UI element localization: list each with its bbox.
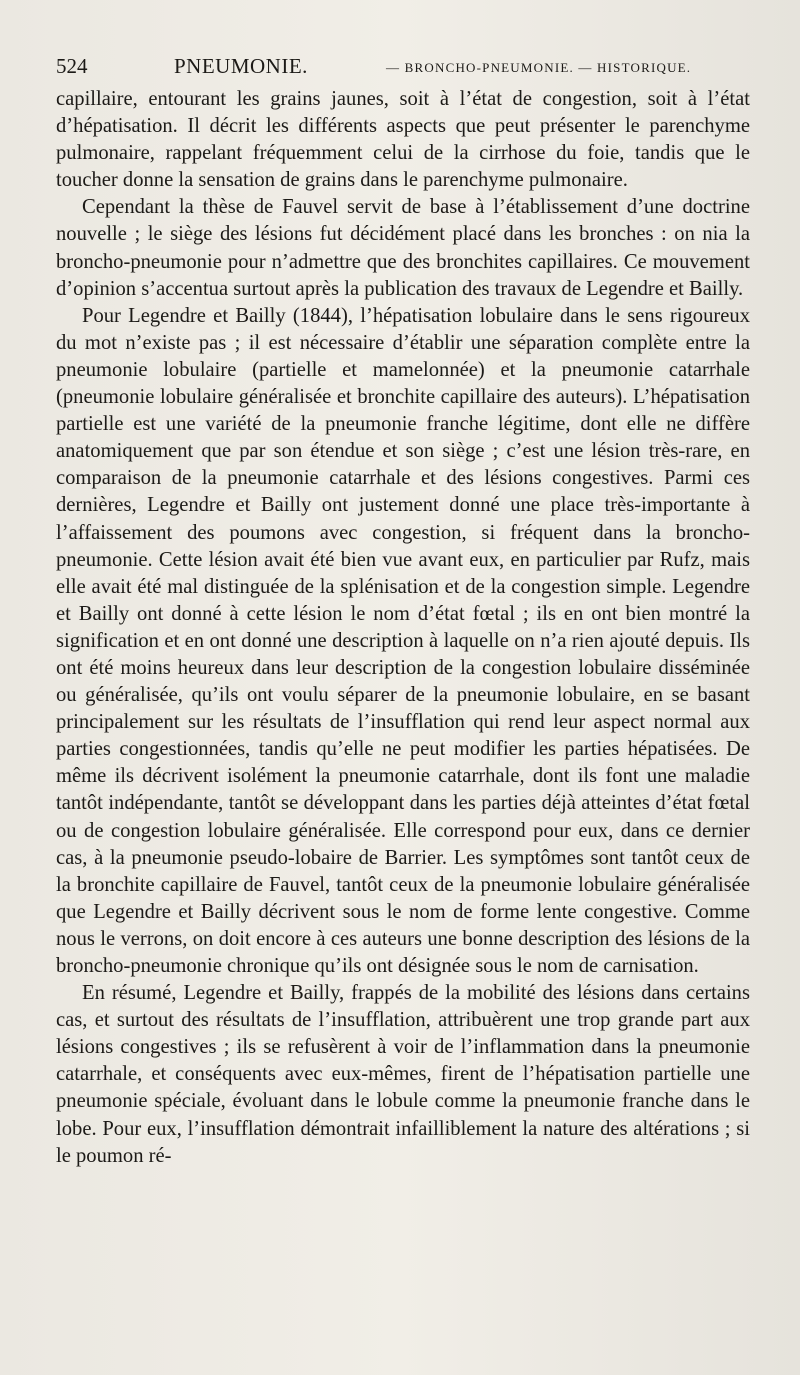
body-text <box>56 86 750 1170</box>
paragraph-2: Cependant la thèse de Fauvel servit de base à l’établissement d’une doctrine nouvelle ; le siège des lésions fut décidément placé dans les bronches : on nia la broncho-pneumonie pour n’admettre que des bronchites capillaires. Ce mouvement d’opinion s’accentua surtout après la publication des travaux de Legendre et Bailly. <box>56 196 750 300</box>
paragraph-1: capillaire, entourant les grains jaunes, soit à l’état de congestion, soit à l’état d’hépatisation. Il décrit les différents aspects que peut présenter le parenchyme pulmonaire, rappelant fréquemment celui de la cirrhose du foie, tandis que le toucher donne la sensation de grains dans le parenchyme pulmonaire. <box>56 88 750 192</box>
paragraph-4: En résumé, Legendre et Bailly, frappés de la mobilité des lésions dans certains cas, et surtout des résultats de l’insufflation, attribuèrent une trop grande part aux lésions congestives ; ils se refusèrent à voir de l’inflammation dans la pneumonie catarrhale, et conséquents avec eux-mêmes, firent de l’hépatisation partielle une pneumonie spéciale, évoluant dans le lobule comme la pneumonie franche dans le lobe. Pour eux, l’insufflation démontrait infailliblement la nature des altérations ; si le poumon ré- <box>56 982 750 1167</box>
paragraph-3: Pour Legendre et Bailly (1844), l’hépatisation lobulaire dans le sens rigoureux du mot n’existe pas ; il est nécessaire d’établir une séparation complète entre la pneumonie lobulaire (partielle et mamelonnée) et la pneumonie catarrhale (pneumonie lobulaire généralisée et bronchite capillaire des auteurs). L’hépatisation partielle est une variété de la pneumonie franche légitime, dont elle ne diffère anatomiquement que par son étendue et son siège ; c’est une lésion très-rare, en comparaison de la pneumonie catarrhale et des lésions congestives. Parmi ces dernières, Legendre et Bailly ont justement donné une place très-importante à l’affaissement des poumons avec congestion, si fréquent dans la broncho-pneumonie. Cette lésion avait été bien vue avant eux, en particulier par Rufz, mais elle avait été mal distinguée de la splénisation et de la congestion simple. Legendre et Bailly ont donné à cette lésion le nom d’état fœtal ; ils en ont bien montré la signification et en ont donné une description à laquelle on n’a rien ajouté depuis. Ils ont été moins heureux dans leur description de la congestion lobulaire disséminée ou généralisée, qu’ils ont voulu séparer de la pneumonie lobulaire, en se basant principalement sur les résultats de l’insufflation qui rend leur aspect normal aux parties congestionnées, tandis qu’elle ne peut modifier les parties hépatisées. De même ils décrivent isolément la pneumonie catarrhale, dont ils font une maladie tantôt indépendante, tantôt se développant dans les parties déjà atteintes d’état fœtal ou de congestion lobulaire généralisée. Elle correspond pour eux, dans ce dernier cas, à la pneumonie pseudo-lobaire de Barrier. Les symptômes sont tantôt ceux de la bronchite capillaire de Fauvel, tantôt ceux de la pneumonie lobulaire généralisée que Legendre et Bailly décrivent sous le nom de forme lente congestive. Comme nous le verrons, on doit encore à ces auteurs une bonne description des lésions de la broncho-pneumonie chronique qu’ils ont désignée sous le nom de carnisation. <box>56 304 750 977</box>
page-number: 524 <box>56 54 88 78</box>
running-subtitle: — BRONCHO-PNEUMONIE. — HISTORIQUE. <box>386 60 692 75</box>
running-header <box>56 52 756 86</box>
running-title: PNEUMONIE. <box>174 54 308 78</box>
